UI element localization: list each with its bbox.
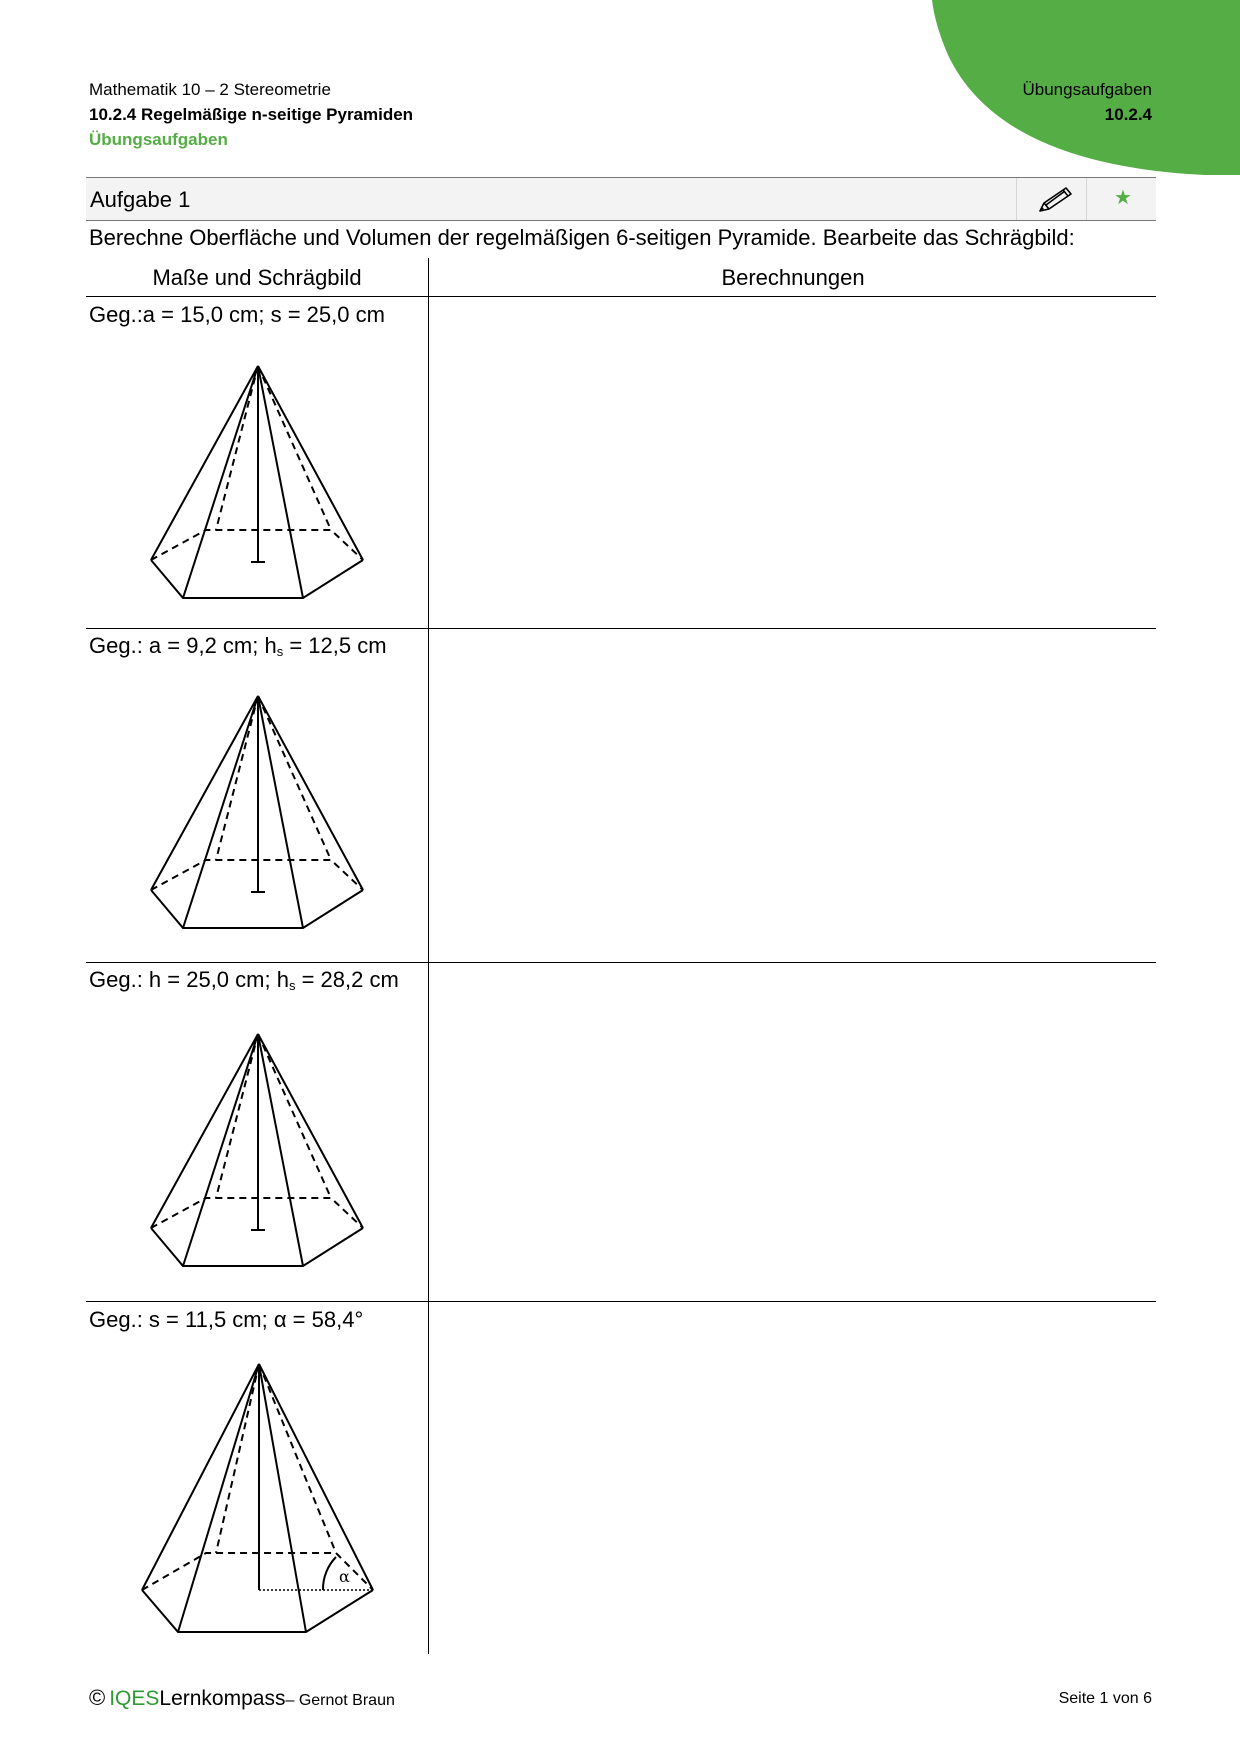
document-header-right: [1022, 77, 1152, 127]
divider: [1086, 178, 1087, 220]
table-column-divider: [428, 258, 429, 1654]
page-number: Seite 1 von 6: [1058, 1690, 1152, 1707]
brand-iqes: IQES: [109, 1687, 160, 1710]
right-code: 10.2.4: [1104, 105, 1152, 124]
star-icon: ★: [1114, 187, 1132, 209]
table-row-line: [86, 962, 1156, 963]
divider: [1016, 178, 1017, 220]
table-row-line: [86, 1301, 1156, 1302]
column-header-calculations: Berechnungen: [721, 265, 865, 290]
topic-line: 10.2.4 Regelmäßige n-seitige Pyramiden: [89, 105, 414, 124]
task-title: Aufgabe 1: [90, 187, 191, 212]
pencil-icon: [1036, 183, 1076, 215]
task-header-bar: [86, 177, 1156, 221]
given-values-3: Geg.: h = 25,0 cm; $h_s = 28,2$ cm: [89, 967, 399, 993]
pyramid-figure-3: [148, 1030, 368, 1270]
pyramid-figure-2: [148, 692, 368, 932]
subject-line: Mathematik 10 – 2 Stereometrie: [89, 80, 331, 99]
brand-lernkompass: Lernkompass: [159, 1687, 286, 1710]
task-instruction: Berechne Oberfläche und Volumen der regelmäßigen 6-seitigen Pyramide. Bearbeite das Schrägbild:: [89, 225, 1075, 250]
copyright-symbol: ©: [89, 1685, 106, 1710]
column-header-measures: Maße und Schrägbild: [152, 265, 362, 290]
table-header-line: [86, 296, 1156, 297]
section-line: Übungsaufgaben: [89, 130, 228, 149]
document-header: [89, 77, 413, 152]
angle-alpha-label: α: [339, 1567, 350, 1586]
given-values-1: Geg.:a = 15,0 cm; s = 25,0 cm: [89, 302, 385, 327]
given-values-4: Geg.: s = 11,5 cm; α = 58,4°: [89, 1307, 364, 1332]
author: – Gernot Braun: [285, 1692, 395, 1709]
right-label: Übungsaufgaben: [1022, 80, 1152, 99]
pyramid-figure-1: [148, 362, 368, 602]
footer-credits: [89, 1685, 395, 1711]
pyramid-figure-4: [138, 1360, 378, 1636]
given-values-2: Geg.: a = 9,2 cm; $h_s = 12,5$ cm: [89, 633, 387, 659]
table-row-line: [86, 628, 1156, 629]
